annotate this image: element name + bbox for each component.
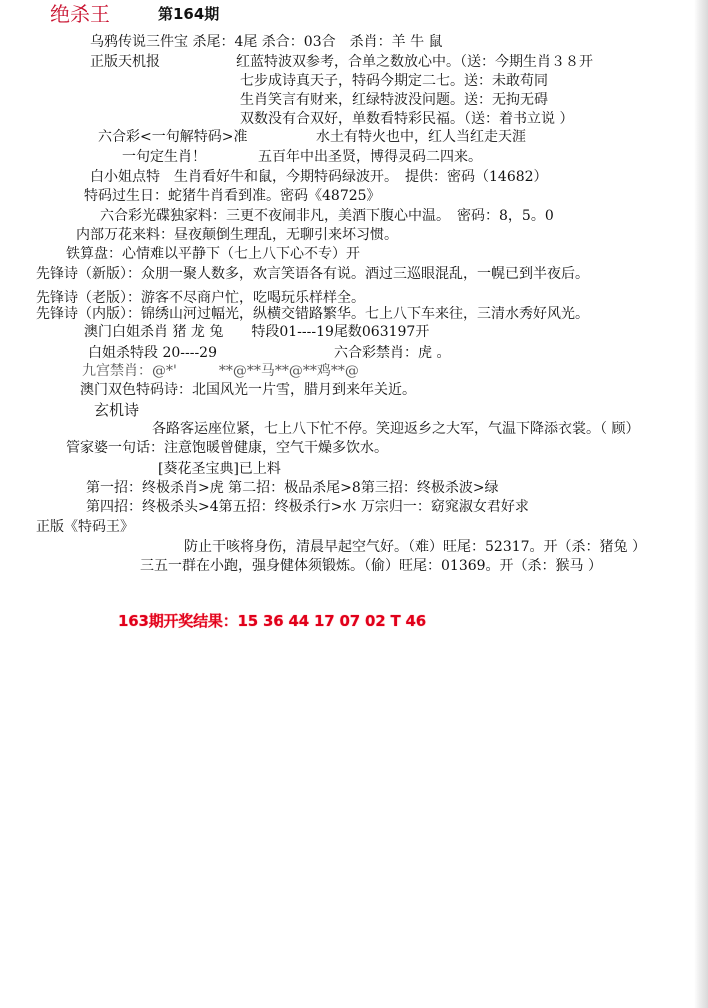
text-line: 内部万花来料：昼夜颠倒生理乱，无聊引来坏习惯。 <box>76 227 398 243</box>
text-line: 红蓝特波双参考，合单之数放心中。（送：今期生肖３８开 <box>236 54 593 70</box>
text-line: 九宫禁肖：@*' **@**马**@**鸡**@ <box>82 363 359 379</box>
text-line: 防止干咳将身伤，清晨早起空气好。（难）旺尾：52317。开（杀：猪兔 ） <box>184 539 646 555</box>
text-line: 七步成诗真天子，特码今期定二七。送：未敢苟同 <box>240 73 548 89</box>
page-edge-shadow <box>694 0 708 1008</box>
text-line: 先锋诗（老版）：游客不尽商户忙，吃喝玩乐样样全。 <box>36 290 365 306</box>
text-line: 双数没有合双好，单数看特彩民福。（送：着书立说 ） <box>240 111 574 127</box>
text-line: 澳门双色特码诗：北国风光一片雪，腊月到来年关近。 <box>80 382 416 398</box>
text-line: 第一招：终极杀肖>虎 第二招：极品杀尾>8第三招：终极杀波>绿 <box>86 480 499 496</box>
text-line: 玄机诗 <box>94 401 140 419</box>
text-line: 五百年中出圣贤，博得灵码二四来。 <box>258 149 482 165</box>
text-line: 先锋诗（内版）：锦绣山河过幅光，纵横交错路繁华。七上八下车来往，三清水秀好风光。 <box>36 306 589 322</box>
text-line: 第四招：终极杀头>4第五招：终极杀行>水 万宗归一：窈窕淑女君好求 <box>86 499 529 515</box>
text-line: 一句定生肖！ <box>122 149 206 165</box>
text-line: 管家婆一句话：注意饱暖曾健康，空气干燥多饮水。 <box>66 440 388 456</box>
text-line: 正版天机报 <box>90 54 160 70</box>
text-line: 六合彩<一句解特码>准 <box>98 129 248 145</box>
text-line: 白小姐点特 生肖看好牛和鼠，今期特码绿波开。 提供：密码（14682） <box>90 169 548 185</box>
text-line: 先锋诗（新版）：众朋一聚人数多，欢言笑语各有说。酒过三巡眼混乱，一幌已到半夜后。 <box>36 266 589 282</box>
text-line: 三五一群在小跑，强身健体须锻炼。（偷）旺尾：01369。开（杀：猴马 ） <box>140 558 602 574</box>
text-line: [葵花圣宝典]已上料 <box>158 461 281 477</box>
text-line: 生肖笑言有财来，红绿特波没问题。送：无拘无碍 <box>240 92 548 108</box>
text-line: 六合彩禁肖：虎 。 <box>334 345 451 361</box>
issue-number: 第164期 <box>158 5 220 23</box>
text-line: 各路客运座位紧，七上八下忙不停。笑迎返乡之大军，气温下降添衣裳。（ 顾） <box>152 421 640 437</box>
text-line: 白姐杀特段 20----29 <box>88 345 218 361</box>
brand-title: 绝杀王 <box>50 2 110 26</box>
text-line: 六合彩光碟独家料：三更不夜闹非凡，美酒下腹心中温。 密码：8，5。0 <box>100 208 554 224</box>
text-line: 正版《特码王》 <box>36 519 134 535</box>
draw-result: 163期开奖结果：15 36 44 17 07 02 T 46 <box>118 612 427 630</box>
text-line: 特码过生日：蛇猪牛肖看到准。密码《48725》 <box>84 188 381 204</box>
text-line: 水土有特火也中，红人当红走天涯 <box>316 129 526 145</box>
text-line: 澳门白姐杀肖 猪 龙 兔 特段01----19尾数063197开 <box>84 324 430 340</box>
text-line: 铁算盘：心情难以平静下（七上八下心不专）开 <box>66 246 360 262</box>
text-line: 乌鸦传说三件宝 杀尾：4尾 杀合：03合 杀肖：羊 牛 鼠 <box>90 34 443 50</box>
